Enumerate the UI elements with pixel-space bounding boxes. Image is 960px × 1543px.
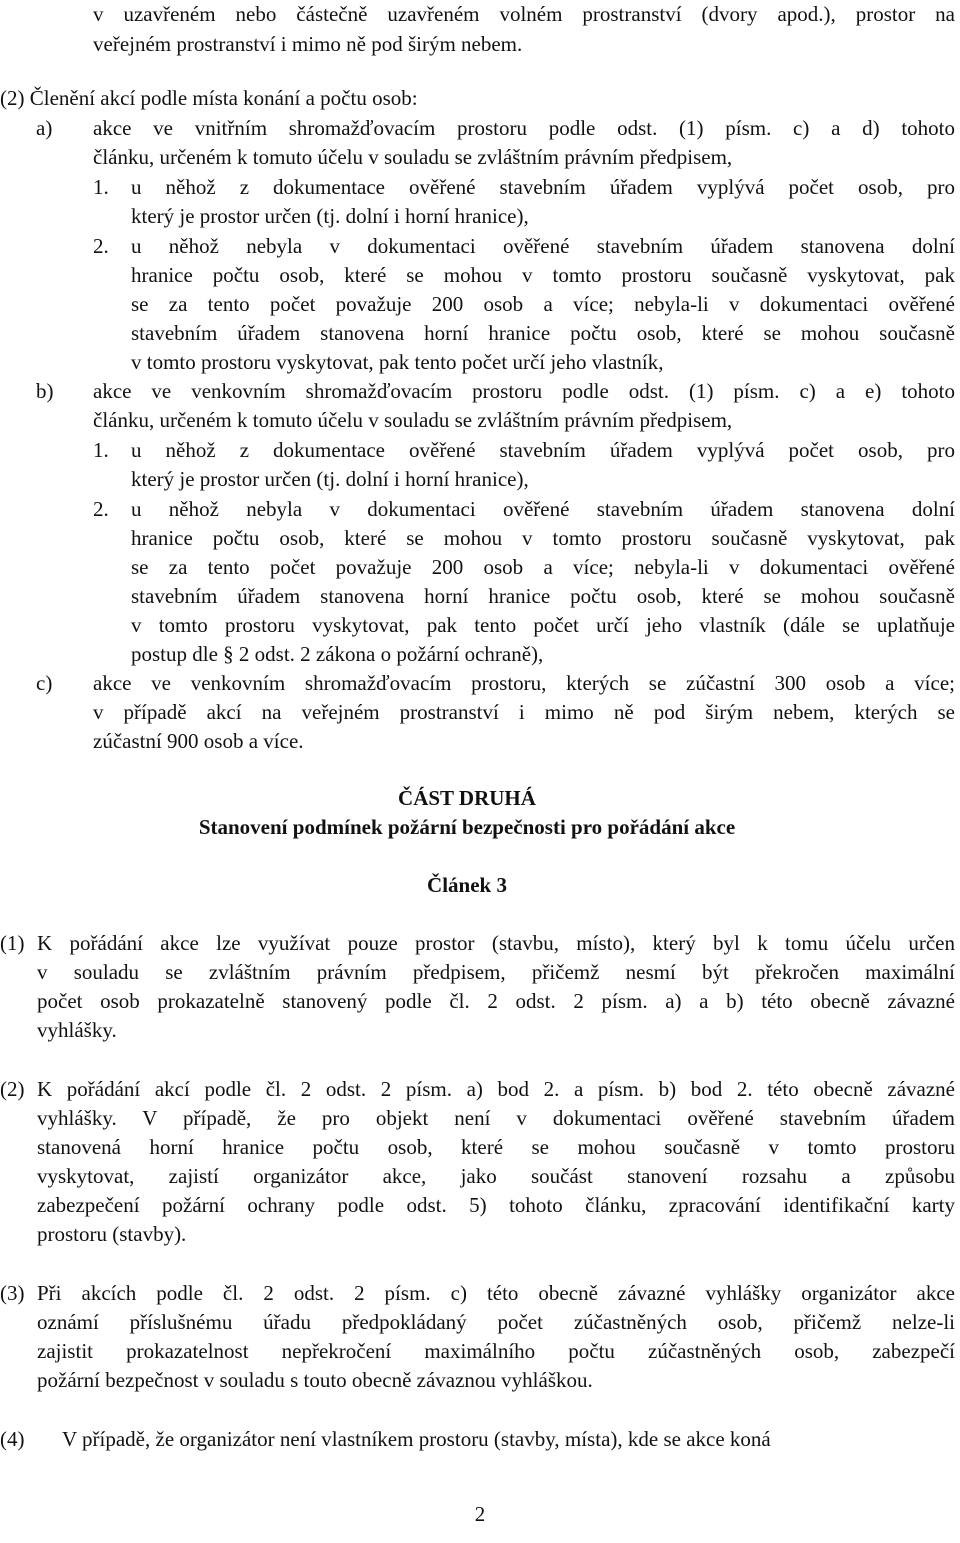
item-b2-label: 2. — [93, 497, 109, 521]
item-a1-label: 1. — [93, 175, 109, 199]
item-b2-line-1: u něhož nebyla v dokumentaci ověřené stavebním úřadem stanovena dolní — [131, 497, 955, 521]
article-p2-line-6: prostoru (stavby). — [37, 1222, 187, 1246]
article-p4-line-1: V případě, že organizátor není vlastníkem prostoru (stavby, místa), kde se akce koná — [62, 1427, 771, 1451]
article-p2-line-2: vyhlášky. V případě, že pro objekt není v dokumentaci ověřené stavebním úřadem — [37, 1106, 955, 1130]
article-p1-line-3: počet osob prokazatelně stanovený podle čl. 2 odst. 2 písm. a) a b) této obecně závazné — [37, 989, 955, 1013]
item-a1-line-2: který je prostor určen (tj. dolní i horní hranice), — [131, 204, 529, 228]
article-p1-line-1: K pořádání akce lze využívat pouze prostor (stavbu, místo), který byl k tomu účelu určen — [37, 931, 955, 955]
item-c-line-1: akce ve venkovním shromažďovacím prostoru, kterých se zúčastní 300 osob a více; — [93, 671, 955, 695]
section-2-heading: (2) Členění akcí podle místa konání a počtu osob: — [0, 86, 418, 110]
article-p3-line-2: oznámí příslušnému úřadu předpokládaný počet zúčastněných osob, přičemž nelze-li — [37, 1310, 955, 1334]
item-b2-line-5: v tomto prostoru vyskytovat, pak tento počet určí jeho vlastník (dále se uplatňuje — [131, 613, 955, 637]
article-title: Článek 3 — [427, 873, 507, 897]
item-a2-line-4: stavebním úřadem stanovena horní hranice počtu osob, které se mohou současně — [131, 321, 955, 345]
item-c-line-2: v případě akcí na veřejném prostranství i mimo ně pod širým nebem, kterých se — [93, 700, 955, 724]
item-b2-line-6: postup dle § 2 odst. 2 zákona o požární ochraně), — [131, 642, 544, 666]
article-p1-label: (1) — [0, 931, 25, 955]
article-p3-line-1: Při akcích podle čl. 2 odst. 2 písm. c) této obecně závazné vyhlášky organizátor akce — [37, 1281, 955, 1305]
item-c-line-3: zúčastní 900 osob a více. — [93, 729, 304, 753]
item-a2-line-1: u něhož nebyla v dokumentaci ověřené stavebním úřadem stanovena dolní — [131, 234, 955, 258]
item-b1-label: 1. — [93, 438, 109, 462]
intro-line-1: v uzavřeném nebo částečně uzavřeném volném prostranství (dvory apod.), prostor na — [93, 2, 955, 26]
item-a-line-2: článku, určeném k tomuto účelu v souladu se zvláštním právním předpisem, — [93, 145, 733, 169]
part-title: ČÁST DRUHÁ — [398, 786, 536, 810]
article-p2-line-1: K pořádání akcí podle čl. 2 odst. 2 písm. a) bod 2. a písm. b) bod 2. této obecně závazné — [37, 1077, 955, 1101]
item-b1-line-1: u něhož z dokumentace ověřené stavebním úřadem vyplývá počet osob, pro — [131, 438, 955, 462]
article-p2-line-3: stanovená horní hranice počtu osob, které se mohou současně v tomto prostoru — [37, 1135, 955, 1159]
item-b1-line-2: který je prostor určen (tj. dolní i horní hranice), — [131, 467, 529, 491]
article-p3-label: (3) — [0, 1281, 25, 1305]
article-p3-line-3: zajistit prokazatelnost nepřekročení maximálního počtu zúčastněných osob, zabezpečí — [37, 1339, 955, 1363]
item-c-label: c) — [36, 671, 53, 695]
page-number: 2 — [474, 1502, 486, 1526]
item-a2-line-5: v tomto prostoru vyskytovat, pak tento počet určí jeho vlastník, — [131, 350, 664, 374]
article-p1-line-4: vyhlášky. — [37, 1018, 117, 1042]
item-a-label: a) — [36, 116, 53, 140]
article-p2-line-4: vyskytovat, zajistí organizátor akce, jako součást stanovení rozsahu a způsobu — [37, 1164, 955, 1188]
intro-line-2: veřejném prostranství i mimo ně pod širým nebem. — [93, 32, 523, 56]
item-b2-line-3: se za tento počet považuje 200 osob a více; nebyla-li v dokumentaci ověřené — [131, 555, 955, 579]
item-a1-line-1: u něhož z dokumentace ověřené stavebním úřadem vyplývá počet osob, pro — [131, 175, 955, 199]
item-a-line-1: akce ve vnitřním shromažďovacím prostoru podle odst. (1) písm. c) a d) tohoto — [93, 116, 955, 140]
article-p3-line-4: požární bezpečnost v souladu s touto obecně závaznou vyhláškou. — [37, 1368, 593, 1392]
item-b-line-1: akce ve venkovním shromažďovacím prostoru podle odst. (1) písm. c) a e) tohoto — [93, 379, 955, 403]
item-b2-line-4: stavebním úřadem stanovena horní hranice počtu osob, které se mohou současně — [131, 584, 955, 608]
article-p2-line-5: zabezpečení požární ochrany podle odst. 5) tohoto článku, zpracování identifikační karty — [37, 1193, 955, 1217]
article-p1-line-2: v souladu se zvláštním právním předpisem, přičemž nesmí být překročen maximální — [37, 960, 955, 984]
item-b2-line-2: hranice počtu osob, které se mohou v tomto prostoru současně vyskytovat, pak — [131, 526, 955, 550]
item-b-line-2: článku, určeném k tomuto účelu v souladu se zvláštním právním předpisem, — [93, 408, 733, 432]
part-subtitle: Stanovení podmínek požární bezpečnosti pro pořádání akce — [198, 815, 736, 839]
item-b-label: b) — [36, 379, 54, 403]
item-a2-line-3: se za tento počet považuje 200 osob a více; nebyla-li v dokumentaci ověřené — [131, 292, 955, 316]
article-p2-label: (2) — [0, 1077, 25, 1101]
item-a2-label: 2. — [93, 234, 109, 258]
item-a2-line-2: hranice počtu osob, které se mohou v tomto prostoru současně vyskytovat, pak — [131, 263, 955, 287]
article-p4-label: (4) — [0, 1427, 25, 1451]
